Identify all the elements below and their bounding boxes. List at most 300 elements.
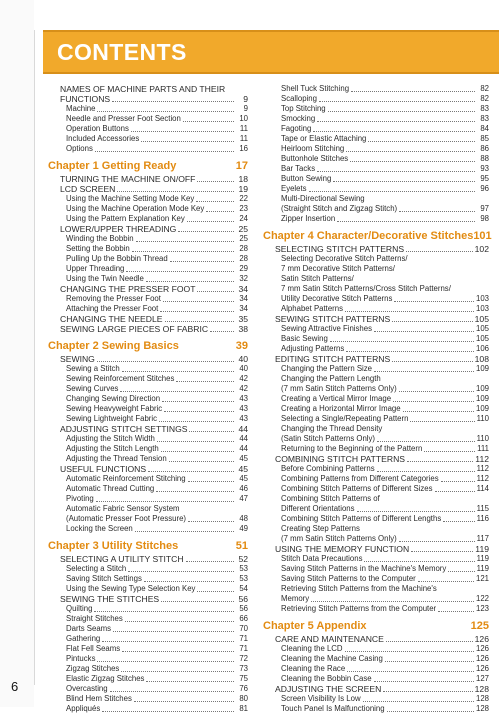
dot-leader [102, 711, 234, 712]
toc-page-number: 45 [238, 464, 248, 474]
dot-leader [364, 561, 474, 562]
toc-subsection-entry[interactable] [263, 174, 489, 184]
chapter-heading[interactable] [263, 230, 492, 242]
dot-leader [126, 271, 234, 272]
dot-leader [197, 291, 234, 292]
toc-subsection-entry[interactable] [263, 494, 489, 514]
toc-subsection-entry[interactable] [48, 244, 248, 254]
toc-subsection-entry[interactable] [263, 94, 489, 104]
toc-entry-row [48, 634, 248, 644]
toc-subsection-entry[interactable] [48, 664, 248, 674]
toc-entry-text: Sewing Attractive Finishes [281, 324, 373, 333]
toc-section-entry[interactable] [48, 314, 248, 324]
toc-subsection-entry[interactable] [48, 104, 248, 114]
toc-page-number: 98 [480, 214, 489, 223]
toc-subsection-entry[interactable] [263, 84, 489, 94]
toc-subsection-entry[interactable] [48, 484, 248, 494]
chapter-title: Chapter 5 Appendix [263, 620, 367, 632]
toc-entry-text: Selecting a Stitch [66, 564, 127, 573]
toc-page-number: 81 [239, 704, 248, 713]
toc-subsection-entry[interactable] [48, 144, 248, 154]
toc-section-entry[interactable] [48, 174, 248, 184]
toc-entry-text: Button Sewing [281, 174, 332, 183]
dot-leader [96, 501, 234, 502]
toc-subsection-entry[interactable] [48, 124, 248, 134]
dot-leader [122, 371, 234, 372]
toc-entry-text: Winding the Bobbin [66, 234, 134, 243]
toc-entry-text: Sewing Reinforcement Stitches [66, 374, 175, 383]
toc-subsection-entry[interactable] [48, 614, 248, 624]
toc-entry-text: Combining Stitch Patterns of Different Sizes [281, 484, 433, 493]
toc-subsection-entry[interactable] [48, 634, 248, 644]
toc-subsection-entry[interactable] [263, 604, 489, 614]
toc-section-entry[interactable] [48, 354, 248, 364]
toc-subsection-entry[interactable] [48, 294, 248, 304]
dot-leader [377, 471, 475, 472]
toc-entry-text: Cleaning the Bobbin Case [281, 674, 372, 683]
toc-page-number: 16 [239, 144, 248, 153]
dot-leader [319, 101, 475, 102]
toc-subsection-entry[interactable] [48, 574, 248, 584]
toc-subsection-entry[interactable] [263, 554, 489, 564]
toc-subsection-entry[interactable] [48, 414, 248, 424]
toc-entry-text: Combining Stitch Patterns of Different Lengths [281, 514, 442, 523]
toc-entry-row [263, 364, 489, 374]
toc-subsection-entry[interactable] [263, 474, 489, 484]
dot-leader [148, 471, 234, 472]
toc-section-entry[interactable] [263, 544, 489, 554]
dot-leader [337, 221, 475, 222]
toc-page-number: 102 [474, 244, 489, 254]
toc-entry-text: CARE AND MAINTENANCE [275, 634, 384, 644]
toc-entry-text: Using the Machine Setting Mode Key [66, 194, 195, 203]
dot-leader [392, 321, 472, 322]
toc-entry-row [48, 604, 248, 614]
toc-subsection-entry[interactable] [48, 234, 248, 244]
toc-subsection-entry[interactable] [263, 304, 489, 314]
toc-entry-row [48, 704, 248, 714]
toc-entry-row [263, 644, 489, 654]
toc-entry-text: SELECTING STITCH PATTERNS [275, 244, 405, 254]
dot-leader [157, 441, 234, 442]
toc-subsection-entry[interactable] [263, 564, 489, 574]
dot-leader [374, 681, 474, 682]
chapter-page-number: 17 [235, 160, 248, 172]
dot-leader [176, 381, 234, 382]
toc-page-number: 28 [239, 254, 248, 263]
toc-subsection-entry[interactable] [263, 154, 489, 164]
chapter-title: Chapter 2 Sewing Basics [48, 340, 179, 352]
toc-subsection-entry[interactable] [48, 694, 248, 704]
toc-page-number: 109 [475, 384, 489, 393]
toc-entry-row [48, 554, 248, 564]
toc-subsection-entry[interactable] [263, 644, 489, 654]
toc-subsection-entry[interactable] [263, 484, 489, 494]
dot-leader [159, 421, 234, 422]
toc-subsection-entry[interactable] [263, 444, 489, 454]
toc-entry-text: SEWING THE STITCHES [60, 594, 160, 604]
toc-entry-text: Locking the Screen [66, 524, 133, 533]
toc-section-entry[interactable] [263, 354, 489, 364]
toc-page-number: 40 [238, 354, 248, 364]
toc-subsection-entry[interactable] [48, 304, 248, 314]
toc-subsection-entry[interactable] [263, 104, 489, 114]
toc-subsection-entry[interactable] [48, 194, 248, 204]
toc-subsection-entry[interactable] [263, 414, 489, 424]
toc-subsection-entry[interactable] [48, 604, 248, 614]
toc-subsection-entry[interactable] [263, 394, 489, 404]
toc-entry-text: Top Stitching [281, 104, 326, 113]
toc-page-number: 72 [239, 654, 248, 663]
toc-subsection-entry[interactable] [48, 624, 248, 634]
dot-leader [311, 601, 474, 602]
toc-page-number: 43 [239, 404, 248, 413]
toc-subsection-entry[interactable] [263, 334, 489, 344]
toc-entry-text: Operation Buttons [66, 124, 129, 133]
toc-subsection-entry[interactable] [48, 524, 248, 534]
toc-entry-row [263, 244, 489, 254]
toc-entry-row [263, 604, 489, 614]
toc-page-number: 115 [476, 504, 489, 513]
toc-subsection-entry[interactable] [48, 504, 248, 524]
dot-leader [113, 631, 234, 632]
toc-entry-text: Alphabet Patterns [281, 304, 343, 313]
toc-entry-text: SEWING LARGE PIECES OF FABRIC [60, 324, 209, 334]
chapter-heading[interactable] [48, 160, 248, 172]
toc-entry-row [263, 574, 489, 584]
toc-entry-row [48, 624, 248, 634]
toc-entry-line: Automatic Fabric Sensor System [66, 504, 180, 513]
toc-page-number: 35 [238, 314, 248, 324]
toc-subsection-entry[interactable] [48, 404, 248, 414]
toc-entry-row [263, 534, 489, 544]
toc-subsection-entry[interactable] [48, 654, 248, 664]
toc-entry-text: USING THE MEMORY FUNCTION [275, 544, 410, 554]
toc-section-entry[interactable] [48, 424, 248, 434]
toc-page-number: 127 [475, 674, 489, 683]
toc-entry-line: Changing the Thread Density [281, 424, 383, 433]
toc-entry-row [48, 614, 248, 624]
toc-entry-row [48, 654, 248, 664]
toc-page-number: 56 [239, 604, 248, 613]
toc-entry-text: Stitch Data Precautions [281, 554, 363, 563]
toc-entry-text: Automatic Thread Cutting [66, 484, 155, 493]
toc-section-entry[interactable] [48, 284, 248, 294]
dot-leader [345, 651, 474, 652]
toc-entry-row [48, 394, 248, 404]
toc-page-number: 43 [239, 414, 248, 423]
toc-section-entry[interactable] [48, 324, 248, 334]
toc-subsection-entry[interactable] [48, 704, 248, 714]
dot-leader [350, 161, 475, 162]
dot-leader [170, 261, 234, 262]
dot-leader [94, 611, 234, 612]
toc-entry-text: Zigzag Stitches [66, 664, 120, 673]
toc-section-entry[interactable] [263, 684, 489, 694]
toc-entry-row [48, 304, 248, 314]
dot-leader [435, 491, 475, 492]
dot-leader [120, 391, 234, 392]
chapter-heading[interactable] [48, 540, 248, 552]
page-number: 6 [11, 679, 19, 694]
toc-page-number: 123 [475, 604, 489, 613]
toc-entry-text: Adjusting the Stitch Length [66, 444, 159, 453]
dot-leader [317, 171, 475, 172]
toc-section-entry[interactable] [48, 224, 248, 234]
dot-leader [161, 451, 234, 452]
toc-subsection-entry[interactable] [263, 514, 489, 524]
toc-page-number: 11 [239, 124, 248, 133]
toc-entry-text: COMBINING STITCH PATTERNS [275, 454, 406, 464]
toc-subsection-entry[interactable] [48, 254, 248, 264]
dot-leader [161, 601, 234, 602]
toc-entry-text: Retrieving Stitch Patterns from the Computer [281, 604, 437, 613]
toc-section-entry[interactable] [263, 634, 489, 644]
chapter-title: Chapter 1 Getting Ready [48, 160, 177, 172]
toc-entry-row [263, 654, 489, 664]
page-title: CONTENTS [57, 39, 187, 65]
toc-entry-row [263, 454, 489, 464]
toc-entry-text: Overcasting [66, 684, 108, 693]
toc-entry-line: 7 mm Satin Stitch Patterns/Cross Stitch Patterns/ [281, 284, 451, 293]
toc-entry-text: Removing the Presser Foot [66, 294, 161, 303]
toc-entry-text: Different Orientations [281, 504, 355, 513]
dot-leader [347, 671, 474, 672]
toc-page-number: 66 [239, 614, 248, 623]
toc-page-number: 103 [475, 294, 489, 303]
toc-entry-row [48, 354, 248, 364]
toc-entry-row [263, 114, 489, 124]
toc-subsection-entry[interactable] [48, 384, 248, 394]
toc-entry-text: ADJUSTING THE SCREEN [275, 684, 382, 694]
toc-subsection-entry[interactable] [48, 114, 248, 124]
toc-entry-row [263, 594, 489, 604]
toc-page-number: 47 [239, 494, 248, 503]
dot-leader [357, 511, 475, 512]
toc-entry-row [48, 124, 248, 134]
toc-entry-row [48, 144, 248, 154]
toc-subsection-entry[interactable] [263, 654, 489, 664]
dot-leader [393, 401, 474, 402]
toc-entry-text: Memory [281, 594, 310, 603]
toc-section-entry[interactable] [263, 454, 489, 464]
toc-section-entry[interactable] [48, 554, 248, 564]
dot-leader [317, 121, 475, 122]
toc-entry-text: Adjusting the Stitch Width [66, 434, 155, 443]
toc-subsection-entry[interactable] [48, 374, 248, 384]
toc-subsection-entry[interactable] [263, 164, 489, 174]
toc-entry-text: Gathering [66, 634, 101, 643]
chapter-heading[interactable] [48, 340, 248, 352]
toc-entry-row [48, 674, 248, 684]
toc-entry-line: Creating Step Patterns [281, 524, 360, 533]
toc-entry-line: 7 mm Decorative Stitch Patterns/ [281, 264, 395, 273]
toc-entry-row [263, 304, 489, 314]
toc-subsection-entry[interactable] [263, 464, 489, 474]
toc-subsection-entry[interactable] [48, 434, 248, 444]
toc-subsection-entry[interactable] [48, 494, 248, 504]
toc-entry-text: Fagoting [281, 124, 312, 133]
toc-subsection-entry[interactable] [48, 454, 248, 464]
dot-leader [410, 421, 474, 422]
dot-leader [141, 141, 234, 142]
toc-entry-row [48, 294, 248, 304]
toc-page-number: 42 [239, 374, 248, 383]
toc-section-entry[interactable] [48, 464, 248, 474]
toc-entry-line: Satin Stitch Patterns/ [281, 274, 354, 283]
toc-subsection-entry[interactable] [263, 524, 489, 544]
toc-entry-text: Pivoting [66, 494, 94, 503]
dot-leader [345, 311, 474, 312]
toc-entry-row [48, 664, 248, 674]
toc-entry-row [263, 504, 489, 514]
toc-subsection-entry[interactable] [263, 694, 489, 704]
chapter-page-number: 125 [470, 620, 489, 632]
toc-entry-row [48, 594, 248, 604]
toc-subsection-entry[interactable] [48, 394, 248, 404]
toc-entry-text: (7 mm Satin Stitch Patterns Only) [281, 384, 397, 393]
dot-leader [197, 591, 234, 592]
dot-leader [383, 691, 472, 692]
toc-subsection-entry[interactable] [48, 444, 248, 454]
toc-subsection-entry[interactable] [263, 184, 489, 194]
toc-page-number: 34 [238, 284, 248, 294]
toc-entry-text: LOWER/UPPER THREADING [60, 224, 177, 234]
toc-entry-text: Combining Patterns from Different Categories [281, 474, 439, 483]
toc-subsection-entry[interactable] [48, 564, 248, 574]
toc-subsection-entry[interactable] [263, 584, 489, 604]
toc-page-number: 73 [239, 664, 248, 673]
toc-entry-text: Sewing Lightweight Fabric [66, 414, 158, 423]
toc-subsection-entry[interactable] [48, 674, 248, 684]
toc-subsection-entry[interactable] [48, 214, 248, 224]
toc-subsection-entry[interactable] [48, 274, 248, 284]
toc-entry-row [263, 394, 489, 404]
toc-subsection-entry[interactable] [263, 114, 489, 124]
toc-entry-text: Touch Panel Is Malfunctioning [281, 704, 385, 713]
dot-leader [144, 581, 234, 582]
toc-subsection-entry[interactable] [263, 664, 489, 674]
toc-subsection-entry[interactable] [263, 424, 489, 444]
dot-leader [164, 411, 234, 412]
toc-page-number: 116 [476, 514, 489, 523]
dot-leader [328, 111, 475, 112]
toc-entry-text: SEWING STITCH PATTERNS [275, 314, 391, 324]
dot-leader [117, 191, 234, 192]
toc-entry-row [48, 254, 248, 264]
toc-entry-row [263, 174, 489, 184]
toc-subsection-entry[interactable] [263, 214, 489, 224]
dot-leader [399, 541, 475, 542]
dot-leader [448, 571, 474, 572]
toc-entry-text: Smocking [281, 114, 316, 123]
dot-leader [132, 251, 234, 252]
toc-entry-text: Eyelets [281, 184, 307, 193]
toc-subsection-entry[interactable] [263, 254, 489, 304]
toc-subsection-entry[interactable] [263, 674, 489, 684]
toc-page-number: 85 [480, 134, 489, 143]
toc-entry-text: Included Accessories [66, 134, 140, 143]
toc-section-entry[interactable] [48, 594, 248, 604]
toc-entry-text: Setting the Bobbin [66, 244, 130, 253]
dot-leader [386, 641, 473, 642]
toc-section-entry[interactable] [263, 244, 489, 254]
toc-subsection-entry[interactable] [263, 134, 489, 144]
toc-entry-row [263, 514, 489, 524]
toc-entry-text: Buttonhole Stitches [281, 154, 349, 163]
dot-leader [424, 451, 475, 452]
toc-entry-row [263, 134, 489, 144]
toc-entry-row [48, 414, 248, 424]
toc-subsection-entry[interactable] [263, 194, 489, 214]
toc-entry-row [263, 104, 489, 114]
toc-page-number: 109 [475, 394, 489, 403]
toc-subsection-entry[interactable] [263, 324, 489, 334]
toc-subsection-entry[interactable] [48, 644, 248, 654]
toc-subsection-entry[interactable] [48, 474, 248, 484]
toc-entry-text: USEFUL FUNCTIONS [60, 464, 147, 474]
toc-entry-row [48, 514, 248, 524]
toc-page-number: 11 [239, 134, 248, 143]
toc-entry-row [48, 474, 248, 484]
dot-leader [368, 141, 475, 142]
toc-entry-text: TURNING THE MACHINE ON/OFF [60, 174, 196, 184]
toc-entry-row [263, 414, 489, 424]
left-margin-strip [0, 0, 34, 707]
left-margin-rule [34, 30, 35, 685]
toc-subsection-entry[interactable] [48, 134, 248, 144]
toc-entry-text: Returning to the Beginning of the Pattern [281, 444, 423, 453]
toc-subsection-entry[interactable] [48, 684, 248, 694]
dot-leader [387, 711, 474, 712]
toc-subsection-entry[interactable] [263, 124, 489, 134]
toc-page-number: 42 [239, 384, 248, 393]
toc-entry-text: Utility Decorative Stitch Patterns [281, 294, 393, 303]
toc-page-number: 83 [480, 104, 489, 113]
toc-entry-text: Selecting a Single/Repeating Pattern [281, 414, 409, 423]
toc-page-number: 34 [239, 294, 248, 303]
toc-subsection-entry[interactable] [263, 144, 489, 154]
toc-subsection-entry[interactable] [48, 204, 248, 214]
toc-subsection-entry[interactable] [263, 574, 489, 584]
dot-leader [399, 391, 474, 392]
toc-section-entry[interactable] [263, 314, 489, 324]
toc-subsection-entry[interactable] [48, 364, 248, 374]
toc-subsection-entry[interactable] [263, 704, 489, 714]
chapter-heading[interactable] [263, 620, 489, 632]
toc-section-entry[interactable] [48, 184, 248, 194]
toc-entry-text: Changing Sewing Direction [66, 394, 161, 403]
toc-subsection-entry[interactable] [48, 584, 248, 594]
toc-subsection-entry[interactable] [48, 264, 248, 274]
contents-banner [43, 30, 499, 74]
toc-entry-line: Selecting Decorative Stitch Patterns/ [281, 254, 408, 263]
toc-subsection-entry[interactable] [263, 404, 489, 414]
toc-entry-row [263, 354, 489, 364]
toc-page-number: 82 [480, 94, 489, 103]
toc-entry-text: Saving Stitch Settings [66, 574, 142, 583]
toc-page-number: 9 [243, 94, 248, 104]
toc-entry-row [48, 404, 248, 414]
toc-subsection-entry[interactable] [263, 374, 489, 394]
toc-subsection-entry[interactable] [263, 364, 489, 374]
toc-section-entry[interactable] [48, 84, 248, 104]
toc-entry-text: Cleaning the Race [281, 664, 346, 673]
toc-page-number: 49 [239, 524, 248, 533]
toc-entry-row [263, 344, 489, 354]
toc-subsection-entry[interactable] [263, 344, 489, 354]
toc-entry-text: Basic Sewing [281, 334, 328, 343]
